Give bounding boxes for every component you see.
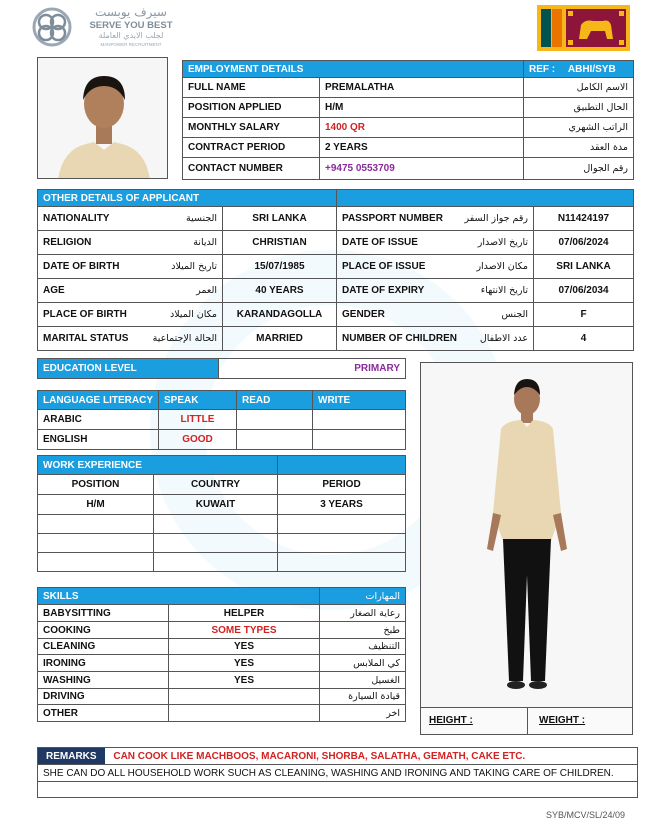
skill-babysitting: BABYSITTING bbox=[38, 605, 169, 622]
children-ar: عدد الاطفال bbox=[479, 333, 529, 344]
issue-place-label: PLACE OF ISSUE bbox=[342, 261, 426, 272]
arabic-write bbox=[313, 410, 406, 430]
issue-date-label: DATE OF ISSUE bbox=[342, 237, 418, 248]
skill-washing: WASHING bbox=[38, 672, 169, 689]
position-ar: الحال التطبيق bbox=[524, 98, 634, 118]
religion-label: RELIGION bbox=[43, 237, 92, 248]
contact-ar: رقم الجوال bbox=[524, 158, 634, 180]
work-empty bbox=[154, 534, 278, 553]
salary-ar: الراتب الشهري bbox=[524, 118, 634, 138]
arabic-read bbox=[237, 410, 313, 430]
remarks-table bbox=[37, 747, 638, 798]
marital-cell bbox=[38, 327, 223, 351]
speak-header: SPEAK bbox=[159, 391, 237, 410]
skills-title-ar: المهارات bbox=[320, 588, 406, 605]
passport-ar: رقم جواز السفر bbox=[464, 213, 529, 224]
work-empty bbox=[38, 515, 154, 534]
english-label: ENGLISH bbox=[38, 430, 159, 450]
gender-value: F bbox=[534, 303, 634, 327]
remarks-header bbox=[38, 748, 638, 765]
skill-washing-value: YES bbox=[169, 672, 320, 689]
skill-ironing-ar: كي الملابس bbox=[320, 655, 406, 672]
age-ar: العمر bbox=[196, 285, 217, 296]
english-write bbox=[313, 430, 406, 450]
gender-cell bbox=[337, 303, 534, 327]
skill-other-value bbox=[169, 705, 320, 722]
passport-value: N11424197 bbox=[534, 207, 634, 231]
contract-ar: مدة العقد bbox=[524, 138, 634, 158]
work-empty bbox=[154, 553, 278, 572]
skill-driving-value bbox=[169, 689, 320, 705]
period-header: PERIOD bbox=[278, 475, 406, 495]
skill-other: OTHER bbox=[38, 705, 169, 722]
birthplace-cell bbox=[38, 303, 223, 327]
education-label: EDUCATION LEVEL bbox=[38, 359, 219, 379]
skill-babysitting-ar: رعاية الصغار bbox=[320, 605, 406, 622]
expiry-ar: تاريخ الانتهاء bbox=[480, 285, 529, 296]
education-value: PRIMARY bbox=[219, 359, 406, 379]
expiry-value: 07/06/2034 bbox=[534, 279, 634, 303]
other-details-table bbox=[37, 189, 634, 351]
skill-ironing: IRONING bbox=[38, 655, 169, 672]
issue-date-cell bbox=[337, 231, 534, 255]
age-label: AGE bbox=[43, 285, 65, 296]
write-header: WRITE bbox=[313, 391, 406, 410]
issue-place-cell bbox=[337, 255, 534, 279]
language-header: LANGUAGE LITERACY bbox=[38, 391, 159, 410]
work-position: H/M bbox=[38, 495, 154, 515]
skill-babysitting-value: HELPER bbox=[169, 605, 320, 622]
age-cell bbox=[38, 279, 223, 303]
position-label: POSITION APPLIED bbox=[183, 98, 320, 118]
position-header: POSITION bbox=[38, 475, 154, 495]
dob-cell bbox=[38, 255, 223, 279]
contact-value: +9475 0553709 bbox=[320, 158, 524, 180]
dob-value: 15/07/1985 bbox=[223, 255, 337, 279]
country-header: COUNTRY bbox=[154, 475, 278, 495]
contract-label: CONTRACT PERIOD bbox=[183, 138, 320, 158]
skill-driving-ar: قيادة السيارة bbox=[320, 689, 406, 705]
expiry-cell bbox=[337, 279, 534, 303]
age-value: 40 YEARS bbox=[223, 279, 337, 303]
skill-cooking-value: SOME TYPES bbox=[169, 622, 320, 639]
skill-driving: DRIVING bbox=[38, 689, 169, 705]
measure-divider-vertical bbox=[527, 707, 528, 735]
english-read bbox=[237, 430, 313, 450]
work-title-filler bbox=[278, 456, 406, 475]
religion-ar: الديانة bbox=[193, 237, 217, 248]
full-name-value: PREMALATHA bbox=[320, 78, 524, 98]
gender-ar: الجنس bbox=[501, 309, 529, 320]
skill-cleaning-ar: التنظيف bbox=[320, 639, 406, 655]
skill-other-ar: اخر bbox=[320, 705, 406, 722]
marital-value: MARRIED bbox=[223, 327, 337, 351]
work-empty bbox=[154, 515, 278, 534]
full-name-label: FULL NAME bbox=[183, 78, 320, 98]
logo-sub-arabic: لجلب الايدي العاملة bbox=[98, 31, 164, 40]
issue-place-value: SRI LANKA bbox=[534, 255, 634, 279]
gender-label: GENDER bbox=[342, 309, 385, 320]
logo-arabic: سيرف يوبست bbox=[95, 5, 167, 19]
marital-ar: الحالة الإجتماعية bbox=[152, 333, 217, 344]
ref-cell bbox=[524, 61, 634, 78]
children-cell bbox=[337, 327, 534, 351]
height-label: HEIGHT : bbox=[429, 715, 473, 726]
ref-value: ABHI/SYB bbox=[567, 63, 616, 75]
skill-cooking: COOKING bbox=[38, 622, 169, 639]
remarks-label: REMARKS bbox=[38, 748, 105, 764]
full-name-ar: الاسم الكامل bbox=[524, 78, 634, 98]
skills-table bbox=[37, 587, 406, 722]
remarks-text: SHE CAN DO ALL HOUSEHOLD WORK SUCH AS CLEANING, WASHING AND IRONING AND TAKING CARE OF CHILDREN. bbox=[38, 765, 638, 782]
english-speak: GOOD bbox=[159, 430, 237, 450]
nationality-ar: الجنسية bbox=[186, 213, 217, 224]
company-logo bbox=[32, 5, 192, 51]
skill-cooking-ar: طبخ bbox=[320, 622, 406, 639]
language-table bbox=[37, 390, 406, 450]
issue-place-ar: مكان الاصدار bbox=[476, 261, 529, 272]
contract-value: 2 YEARS bbox=[320, 138, 524, 158]
work-empty bbox=[278, 534, 406, 553]
ref-label: REF : bbox=[529, 63, 556, 75]
religion-value: CHRISTIAN bbox=[223, 231, 337, 255]
salary-value: 1400 QR bbox=[320, 118, 524, 138]
marital-label: MARITAL STATUS bbox=[43, 333, 129, 344]
dob-label: DATE OF BIRTH bbox=[43, 261, 120, 272]
issue-date-ar: تاريخ الاصدار bbox=[477, 237, 529, 248]
work-empty bbox=[278, 515, 406, 534]
work-empty bbox=[278, 553, 406, 572]
birthplace-ar: مكان الميلاد bbox=[169, 309, 217, 320]
work-empty bbox=[38, 553, 154, 572]
work-country: KUWAIT bbox=[154, 495, 278, 515]
read-header: READ bbox=[237, 391, 313, 410]
work-title: WORK EXPERIENCE bbox=[38, 456, 278, 475]
passport-label: PASSPORT NUMBER bbox=[342, 213, 443, 224]
other-details-title: OTHER DETAILS OF APPLICANT bbox=[38, 190, 337, 207]
other-details-title-filler bbox=[337, 190, 634, 207]
position-value: H/M bbox=[320, 98, 524, 118]
expiry-label: DATE OF EXPIRY bbox=[342, 285, 425, 296]
logo-sub-english: MANPOWER RECRUITMENT bbox=[100, 42, 162, 47]
skill-washing-ar: الغسيل bbox=[320, 672, 406, 689]
dob-ar: تاريخ الميلاد bbox=[171, 261, 217, 272]
employment-details-table bbox=[182, 60, 634, 180]
nationality-label: NATIONALITY bbox=[43, 213, 110, 224]
children-label: NUMBER OF CHILDREN bbox=[342, 333, 458, 344]
work-period: 3 YEARS bbox=[278, 495, 406, 515]
applicant-portrait-photo bbox=[37, 57, 168, 179]
salary-label: MONTHLY SALARY bbox=[183, 118, 320, 138]
skill-cleaning-value: YES bbox=[169, 639, 320, 655]
birthplace-value: KARANDAGOLLA bbox=[223, 303, 337, 327]
employment-title: EMPLOYMENT DETAILS bbox=[183, 61, 524, 78]
remarks-empty bbox=[38, 782, 638, 798]
work-experience-table bbox=[37, 455, 406, 572]
skill-ironing-value: YES bbox=[169, 655, 320, 672]
skills-title: SKILLS bbox=[38, 588, 320, 605]
applicant-full-body-photo bbox=[420, 362, 633, 735]
arabic-label: ARABIC bbox=[38, 410, 159, 430]
arabic-speak: LITTLE bbox=[159, 410, 237, 430]
nationality-value: SRI LANKA bbox=[223, 207, 337, 231]
birthplace-label: PLACE OF BIRTH bbox=[43, 309, 127, 320]
footer-code: SYB/MCV/SL/24/09 bbox=[545, 810, 625, 820]
remarks-headline: CAN COOK LIKE MACHBOOS, MACARONI, SHORBA, SALATHA, GEMATH, CAKE ETC. bbox=[113, 751, 526, 762]
logo-mark-icon bbox=[32, 7, 72, 47]
work-empty bbox=[38, 534, 154, 553]
contact-label: CONTACT NUMBER bbox=[183, 158, 320, 180]
religion-cell bbox=[38, 231, 223, 255]
issue-date-value: 07/06/2024 bbox=[534, 231, 634, 255]
skill-cleaning: CLEANING bbox=[38, 639, 169, 655]
passport-cell bbox=[337, 207, 534, 231]
sri-lanka-flag-icon bbox=[537, 5, 630, 51]
education-table bbox=[37, 358, 406, 379]
logo-english: SERVE YOU BEST bbox=[89, 20, 173, 31]
nationality-cell bbox=[38, 207, 223, 231]
weight-label: WEIGHT : bbox=[539, 715, 586, 726]
children-value: 4 bbox=[534, 327, 634, 351]
